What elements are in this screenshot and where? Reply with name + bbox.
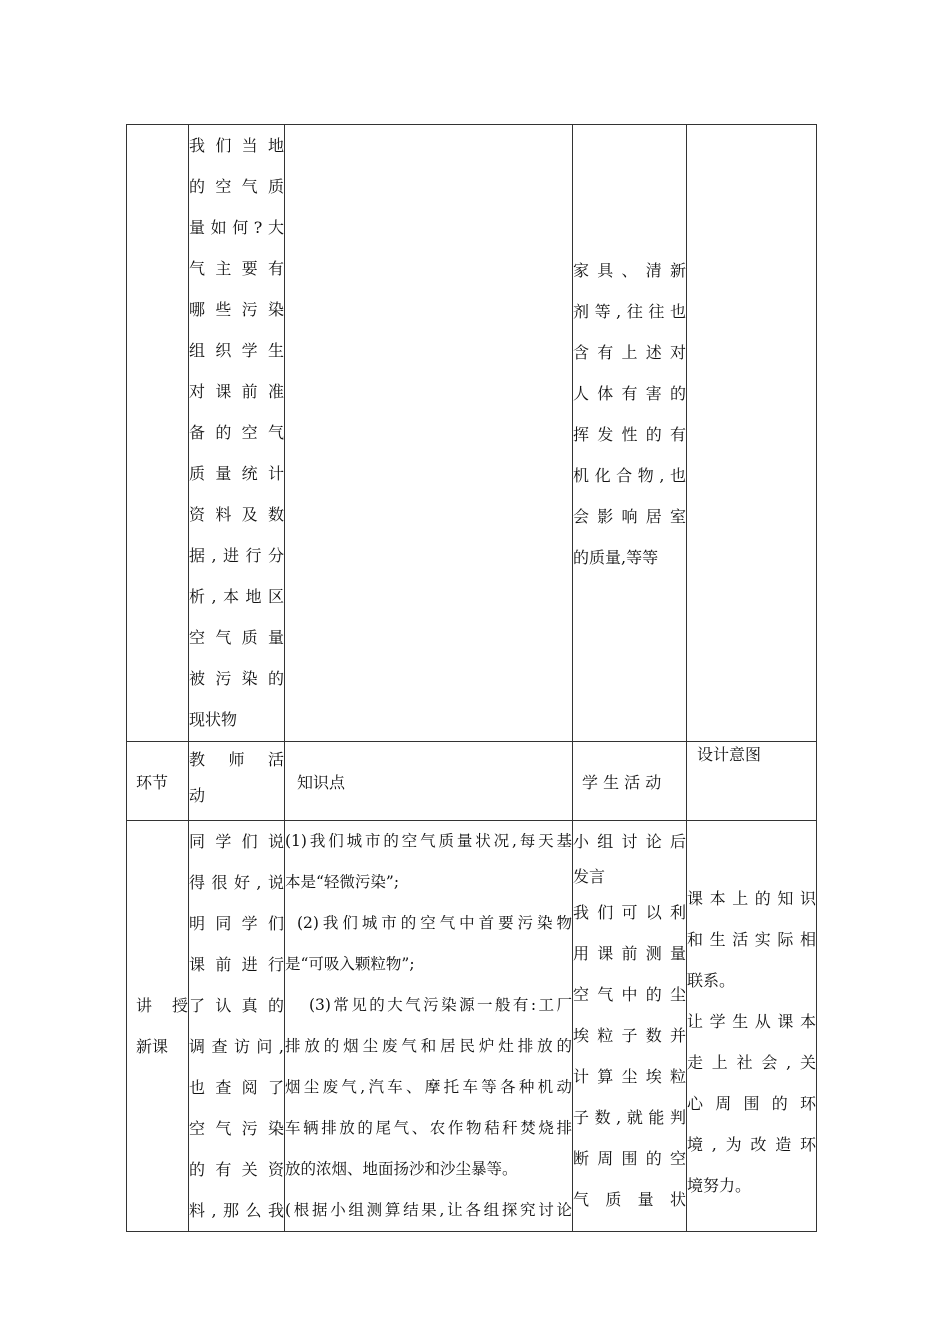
text-line: 空气中的尘 (573, 985, 686, 1004)
text-line: 家具、清新 (573, 261, 686, 280)
text-line: 我们当地 (189, 136, 284, 155)
stage-cell-empty (127, 125, 189, 742)
text-line: 的质量,等等 (573, 548, 659, 567)
header-stage (127, 742, 189, 821)
text-line: 计算尘埃粒 (573, 1067, 686, 1086)
text-line: 课前进行 (189, 955, 284, 974)
text-line: 用课前测量 (573, 944, 686, 963)
text-line: 对课前准 (189, 382, 284, 401)
text-line: 会影响居室 (573, 507, 686, 526)
text-line: 含有上述对 (573, 343, 686, 362)
text-line: 烟尘废气,汽车、摩托车等各种机动 (285, 1078, 572, 1096)
text-line: 心周围的环 (687, 1094, 816, 1113)
text-line: 也查阅了 (189, 1078, 284, 1097)
text-line: 埃粒子数并 (573, 1026, 686, 1045)
text-line: 哪些污染 (189, 300, 284, 319)
text-line: 质量统计 (189, 464, 284, 483)
table-row (127, 821, 817, 1232)
text-line: 走上社会,关 (687, 1053, 816, 1072)
text-line: 境,为改造环 (687, 1135, 816, 1154)
text-line: 小组讨论后 (573, 832, 686, 851)
teacher-activity-cell (189, 125, 285, 742)
header-knowledge (285, 742, 573, 821)
teacher-activity-cell (189, 821, 285, 1232)
text-line: 组织学生 (189, 341, 284, 360)
text-line: 课本上的知识 (687, 889, 816, 908)
text-line: 明同学们 (189, 914, 284, 933)
text-line: 剂等,往往也 (573, 302, 686, 321)
text-line: 放的浓烟、地面扬沙和沙尘暴等。 (285, 1160, 518, 1178)
knowledge-cell (285, 821, 573, 1232)
text-line: 的有关资 (189, 1160, 284, 1179)
text-line: 调查访问, (189, 1037, 284, 1056)
text-line: 断周围的空 (573, 1149, 686, 1168)
text-line: 机化合物,也 (573, 466, 686, 485)
text-line: 本是“轻微污染”; (285, 873, 400, 891)
table-row (127, 125, 817, 742)
text-line: 发言 (573, 867, 606, 886)
header-student-label: 学 生 活 动 (582, 772, 662, 792)
text-line: (根据小组测算结果,让各组探究讨论 (285, 1201, 572, 1219)
knowledge-cell-empty (285, 125, 573, 742)
text-line: 气 质 量 状 (573, 1190, 686, 1209)
header-knowledge-label: 知识点 (297, 772, 346, 792)
lesson-plan-table (126, 124, 817, 1232)
text-line: 和生活实际相 (687, 930, 816, 949)
text-line: 是“可吸入颗粒物”; (285, 955, 415, 973)
design-cell-empty (687, 125, 817, 742)
text-line: 联系。 (687, 971, 736, 990)
stage-cell (127, 821, 189, 1232)
text-line: 空气质量 (189, 628, 284, 647)
text-line: 析,本地区 (189, 587, 284, 606)
header-row (127, 742, 817, 821)
text-line: 子数,就能判 (573, 1108, 686, 1127)
text-line: 让学生从课本 (687, 1012, 816, 1031)
text-line: 被污染的 (189, 669, 284, 688)
header-design-label: 设计意图 (697, 745, 762, 764)
text-line: 同学们说 (189, 832, 284, 851)
text-line: 境努力。 (687, 1176, 752, 1195)
text-line: 现状物 (189, 710, 238, 729)
stage-line1: 讲 授 (136, 996, 188, 1015)
text-line: 了认真的 (189, 996, 284, 1015)
text-line: 挥发性的有 (573, 425, 686, 444)
text-line: 车辆排放的尾气、农作物秸秆焚烧排 (285, 1119, 572, 1137)
design-intent-cell (687, 821, 817, 1232)
text-line: 的空气质 (189, 177, 284, 196)
text-line: (1)我们城市的空气质量状况,每天基 (285, 832, 572, 850)
header-stage-label: 环节 (136, 772, 169, 792)
text-line: (2)我们城市的空气中首要污染物 (297, 914, 572, 932)
student-activity-cell (573, 821, 687, 1232)
header-teacher-activity (189, 742, 285, 821)
text-line: 备的空气 (189, 423, 284, 442)
header-design-intent (687, 742, 817, 821)
stage-line2: 新课 (136, 1037, 169, 1056)
text-line: 量如何?大 (189, 218, 284, 237)
text-line: 资料及数 (189, 505, 284, 524)
text-line: 料,那么我 (189, 1201, 284, 1220)
text-line: 气主要有 (189, 259, 284, 278)
text-line: 空气污染 (189, 1119, 284, 1138)
text-line: 排放的烟尘废气和居民炉灶排放的 (285, 1037, 572, 1055)
text-line: 据,进行分 (189, 546, 284, 565)
header-teacher-line2: 动 (189, 786, 206, 805)
text-line: (3)常见的大气污染源一般有:工厂 (309, 996, 572, 1014)
text-line: 我们可以利 (573, 903, 686, 922)
header-teacher-line1: 教 师 活 (189, 750, 284, 769)
student-activity-cell (573, 125, 687, 742)
text-line: 得很好,说 (189, 873, 284, 892)
header-student-activity (573, 742, 687, 821)
text-line: 人体有害的 (573, 384, 686, 403)
